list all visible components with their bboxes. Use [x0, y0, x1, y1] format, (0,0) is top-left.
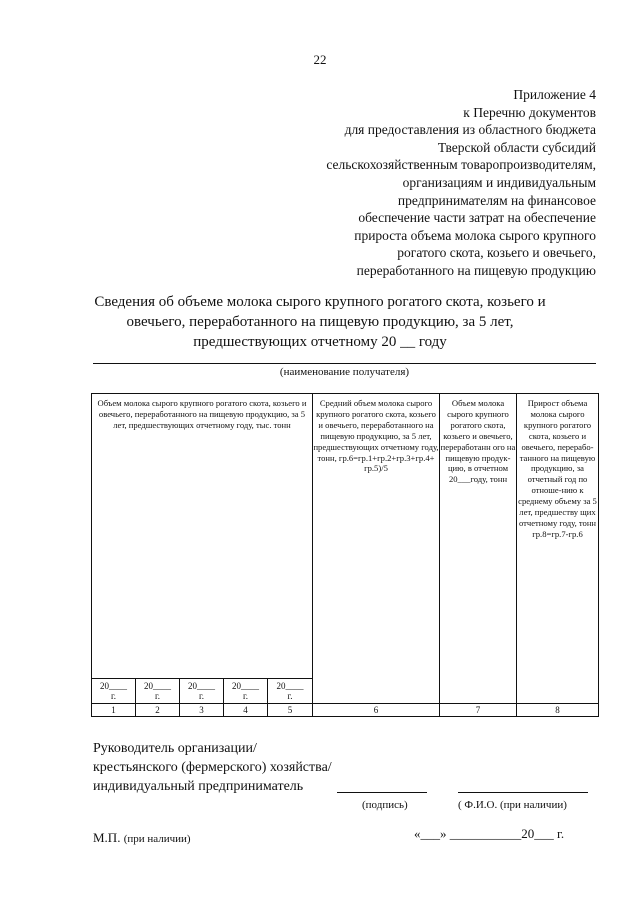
appendix-line: Приложение 4 — [513, 87, 596, 102]
appendix-line: предпринимателям на финансовое — [397, 192, 596, 208]
recipient-caption: (наименование получателя) — [279, 366, 410, 378]
header-col6: Средний объем молока сырого крупного рогатого скота, козьего и овечьего, переработанного на пищевую продукцию, за 5 лет, предшествующих отчетному году, тонн, гр.6=гр.1+гр.2+гр.3+гр.4+ гр.5)/5 — [313, 394, 440, 704]
year-cell: 20____ г. — [268, 679, 313, 704]
seal-label: М.П. — [93, 830, 121, 845]
signer-block — [93, 739, 332, 796]
column-number: 8 — [517, 704, 599, 717]
signature-caption: (подпись) — [362, 799, 408, 811]
appendix-line: рогатого скота, козьего и овечьего, — [397, 245, 596, 261]
header-col1-5: Объем молока сырого крупного рогатого скота, козьего и овечьего, переработанного на пищевую продукцию, за 5 лет, предшествующих отчетному году, тыс. тонн — [92, 394, 313, 679]
appendix-line: к Перечню документов — [463, 104, 596, 120]
document-title — [80, 292, 560, 352]
fio-caption: ( Ф.И.О. (при наличии) — [458, 799, 567, 811]
title-line: предшествующих отчетному 20 __ году — [193, 334, 447, 350]
year-cell: 20____ г. — [224, 679, 268, 704]
page-number: 22 — [313, 52, 327, 67]
date-line: «___» ___________20___ г. — [414, 826, 565, 841]
appendix-line: Тверской области субсидий — [437, 139, 596, 155]
column-number: 5 — [268, 704, 313, 717]
seal-note: (при наличии) — [123, 833, 191, 845]
recipient-name-line — [93, 363, 596, 364]
signer-line: индивидуальный предприниматель — [93, 779, 304, 794]
year-cell: 20____ г. — [136, 679, 180, 704]
column-number: 7 — [440, 704, 517, 717]
signer-line: крестьянского (фермерского) хозяйства/ — [93, 760, 332, 775]
fio-line — [458, 792, 588, 793]
header-col8: Прирост объема молока сырого крупного рогатого скота, козьего и овечьего, перерабо-танного на пищевую продукцию, за отчетный год по отноше-нию к среднему объему за 5 лет, предшеству щих отчетному году, тонн гр.8=гр.7-гр.6 — [517, 394, 599, 704]
column-number: 3 — [180, 704, 224, 717]
header-col7: Объем молока сырого крупного рогатого скота, козьего и овечьего, переработанн ого на пищевую продук-цию, в отчетном 20___году, тонн — [440, 394, 517, 704]
seal-block — [93, 830, 191, 846]
column-number: 2 — [136, 704, 180, 717]
title-line: овечьего, переработанного на пищевую продукцию, за 5 лет, — [126, 314, 514, 330]
column-number: 4 — [224, 704, 268, 717]
appendix-line: сельскохозяйственным товаропроизводителям, — [326, 157, 596, 173]
milk-volume-table — [91, 393, 599, 717]
appendix-line: обеспечение части затрат на обеспечение — [358, 210, 596, 226]
appendix-note — [256, 86, 596, 280]
signer-line: Руководитель организации/ — [93, 741, 257, 756]
title-line: Сведения об объеме молока сырого крупного рогатого скота, козьего и — [94, 294, 546, 310]
year-cell: 20____ г. — [92, 679, 136, 704]
year-cell: 20____ г. — [180, 679, 224, 704]
appendix-line: для предоставления из областного бюджета — [344, 122, 596, 138]
signature-line — [337, 792, 427, 793]
appendix-line: прироста объема молока сырого крупного — [354, 227, 596, 243]
appendix-line: организациям и индивидуальным — [402, 174, 596, 190]
column-number: 6 — [313, 704, 440, 717]
column-number: 1 — [92, 704, 136, 717]
appendix-line: переработанного на пищевую продукцию — [356, 262, 596, 278]
